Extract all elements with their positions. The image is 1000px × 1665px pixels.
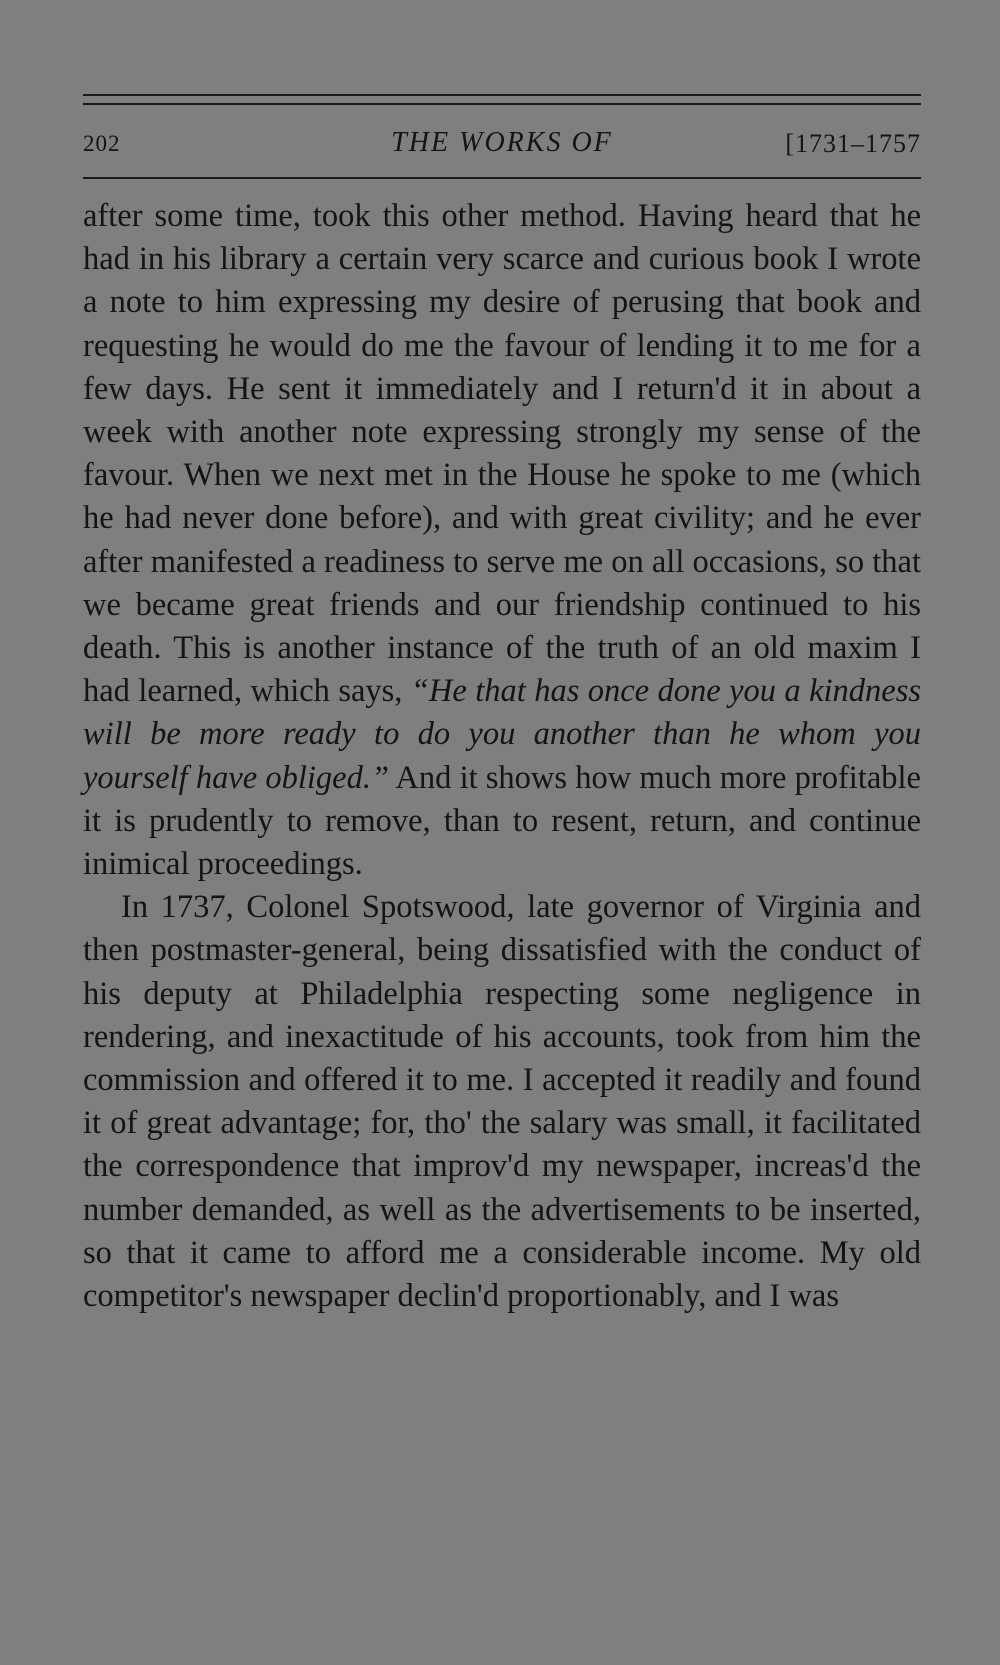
paragraph-2: In 1737, Colonel Spotswood, late governor of Virginia and then postmaster-general, being dissatisfied with the conduct of his deputy at Philadelphia respecting some negligence in rendering, and inexactitude of his accounts, took from him the commission and offered it to me. I accepted it readily and found it of great advantage; for, tho' the salary was small, it facilitated the correspondence that improv'd my newspaper, increas'd the number demanded, as well as the advertisements to be inserted, so that it came to afford me a considerable income. My old competitor's newspaper declin'd proportionably, and I was xyxy=(83,889,921,1315)
header-rule xyxy=(83,177,921,179)
page-number: 202 xyxy=(83,131,121,156)
paragraph-1-text: after some time, took this other method. Having heard that he had in his library a certain very scarce and curious book I wrote a note to him expressing my desire of perusing that book and requesting he would do me the favour of lending it to me for a few days. He sent it immediately and I return'd it in about a week with another note expressing strongly my sense of the favour. When we next met in the House he spoke to me (which he had never done before), and with great civility; and he ever after manifested a readiness to serve me on all occasions, so that we became great friends and our friendship continued to his death. This is another instance of the truth of an old maxim I had learned, which says, xyxy=(83,198,921,710)
book-page xyxy=(83,94,921,1318)
running-years: [1731–1757 xyxy=(785,129,921,158)
running-head xyxy=(83,125,921,175)
paragraph-1-continuation: And it shows how much more profitable it is prudently to remove, than to resent, return, and continue inimical proceedings. xyxy=(83,759,921,883)
body-text xyxy=(83,195,921,1318)
maxim-quote: “He that has once done you a kindness will be more ready to do you another than he whom you yourself have obliged.” xyxy=(83,673,921,796)
header-double-rule xyxy=(83,94,921,105)
running-title: THE WORKS OF xyxy=(391,127,613,158)
paragraph-1 xyxy=(83,195,921,886)
